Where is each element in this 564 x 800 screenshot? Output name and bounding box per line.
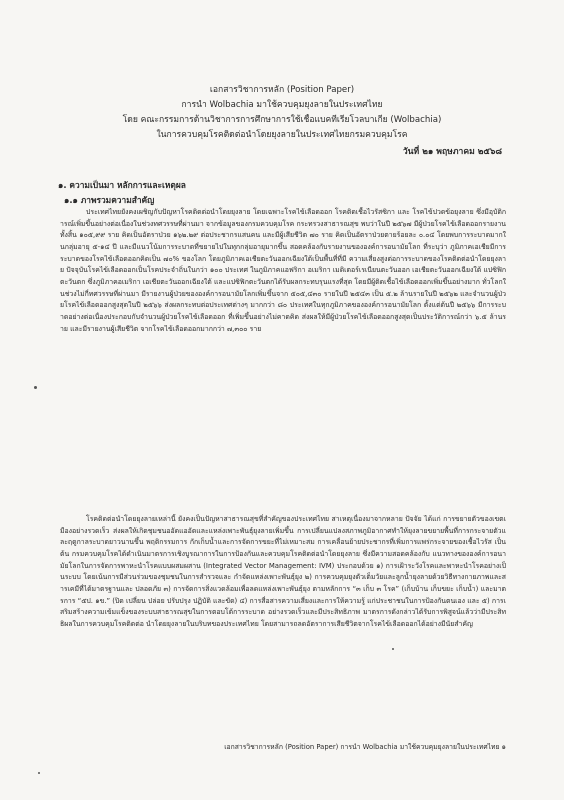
document-header-line-2: การนำ Wolbachia มาใช้ควบคุมยุงลายในประเทศไทย bbox=[181, 100, 383, 110]
paragraph-overview: ประเทศไทยยังคงเผชิญกับปัญหาโรคติดต่อนำโดยยุงลาย โดยเฉพาะโรคไข้เลือดออก โรคติดเชื้อไวรัสซิกา และ โรคไข้ปวดข้อยุงลาย ซึ่งมีอุบัติการณ์เพิ่มขึ้นอย่างต่อเนื่องในช่วงทศวรรษที่ผ่านมา จากข้อมูลของกรมควบคุมโรค กระทรวงสาธารณสุข พบว่าในปี ๒๕๖๗ มีผู้ป่วยโรคไข้เลือดออกรายงานทั้งสิ้น ๑๐๕,๙๙ ราย คิดเป็นอัตราป่วย ๑๖๒.๒๙ ต่อประชากรแสนคน และมีผู้เสียชีวิต ๗๐ ราย คิดเป็นอัตราป่วยตายร้อยละ ๐.๐๔ โดยพบการระบาดมากในกลุ่มอายุ ๕-๑๔ ปี และมีแนวโน้มการระบาดที่ขยายไปในทุกกลุ่มอายุมากขึ้น สอดคล้องกับรายงานขององค์การอนามัยโลก ที่ระบุว่า ภูมิภาคเอเชียมีการระบาดของโรคไข้เลือดออกคิดเป็น ๗๐% ของโลก โดยภูมิภาคเอเชียตะวันออกเฉียงใต้เป็นพื้นที่ที่มี ความเสี่ยงสูงต่อการระบาดของโรคติดต่อนำโดยยุงลาย ปัจจุบันโรคไข้เลือดออกเป็นโรคประจำถิ่นในกว่า ๑๐๐ ประเทศ ในภูมิภาคแอฟริกา อเมริกา เมดิเตอร์เรเนียนตะวันออก เอเชียตะวันออกเฉียงใต้ แปซิฟิกตะวันตก ซึ่งภูมิภาคอเมริกา เอเชียตะวันออกเฉียงใต้ และแปซิฟิกตะวันตกได้รับผลกระทบรุนแรงที่สุด โดยมีผู้ติดเชื้อไข้เลือดออกเพิ่มขึ้นอย่างมาก ทั่วโลกในช่วงไม่กี่ทศวรรษที่ผ่านมา มีรายงานผู้ป่วยขององค์การอนามัยโลกเพิ่มขึ้นจาก ๕๐๕,๔๓๐ รายในปี ๒๕๔๓ เป็น ๕.๒ ล้านรายในปี ๒๕๖๒ และจำนวนผู้ป่วยโรคไข้เลือดออกสูงสุดในปี ๒๕๖๖ ส่งผลกระทบต่อประเทศต่างๆ มากกว่า ๘๐ ประเทศในทุกภูมิภาคขององค์การอนามัยโลก ตั้งแต่ต้นปี ๒๕๖๖ มีการระบาดอย่างต่อเนื่องประกอบกับจำนวนผู้ป่วยโรคไข้เลือดออก ที่เพิ่มขึ้นอย่างไม่คาดคิด ส่งผลให้มีผู้ป่วยโรคไข้เลือดออกสูงสุดเป็นประวัติการณ์กว่า ๖.๕ ล้านราย และมีรายงานผู้เสียชีวิต จากโรคไข้เลือดออกมากกว่า ๗,๓๐๐ ราย bbox=[60, 208, 506, 333]
paragraph-control-measures: โรคติดต่อนำโดยยุงลายเหล่านี้ ยังคงเป็นปัญหาสาธารณสุขที่สำคัญของประเทศไทย สาเหตุเนื่องมาจากหลาย ปัจจัย ได้แก่ การขยายตัวของเขตเมืองอย่างรวดเร็ว ส่งผลให้เกิดชุมชนออัดแออัดและแหล่งเพาะพันธุ์ยุงลายเพิ่มขึ้น การเปลี่ยนแปลงสภาพภูมิอากาศทำให้ยุงลายขยายพื้นที่การกระจายตัวและฤดูกาลระบาดยาวนานขึ้น พฤติกรรมการ กักเก็บน้ำและการจัดการขยะที่ไม่เหมาะสม การเคลื่อนย้ายประชากรที่เพิ่มการแพร่กระจายของเชื้อไวรัส เป็นต้น กรมควบคุมโรคได้ดำเนินมาตรการเชิงบูรณาการในการป้องกันและควบคุมโรคติดต่อนำโดยยุงลาย ซึ่งมีความสอดคล้องกับ แนวทางขององค์การอนามัยโลกในการจัดการพาหะนำโรคแบบผสมผสาน (Integrated Vector Management: IVM) ประกอบด้วย ๑) การเฝ้าระวังโรคและพาหะนำโรคอย่างเป็นระบบ โดยเน้นการมีส่วนร่วมของชุมชนในการสำรวจและ กำจัดแหล่งเพาะพันธุ์ยุง ๒) การควบคุมยุงตัวเต็มวัยและลูกน้ำยุงลายด้วยวิธีทางกายภาพและสารเคมีที่ได้มาตรฐานและ ปลอดภัย ๓) การจัดการสิ่งแวดล้อมเพื่อลดแหล่งเพาะพันธุ์ยุง ตามหลักการ “๓ เก็บ ๓ โรค” (เก็บบ้าน เก็บขยะ เก็บน้ำ) และมาตรการ “๕ป. ๑ข.” (ปิด เปลี่ยน ปล่อย ปรับปรุง ปฏิบัติ และขัด) ๔) การสื่อสารความเสี่ยงและการให้ความรู้ แก่ประชาชนในการป้องกันตนเอง และ ๕) การเสริมสร้างความเข้มแข็งของระบบสาธารณสุขในการตอบโต้การระบาด อย่างรวดเร็วและมีประสิทธิภาพ มาตรการดังกล่าวได้รับการพิสูจน์แล้วว่ามีประสิทธิผลในการควบคุมโรคติดต่อ นำโดยยุงลายในบริบทของประเทศไทย โดยสามารถลดอัตราการเสียชีวิตจากโรคไข้เลือดออกได้อย่างมีนัยสำคัญ bbox=[60, 515, 506, 628]
section-1-heading: ๑. ความเป็นมา หลักการและเหตุผล bbox=[58, 180, 186, 190]
document-header-line-4: ในการควบคุมโรคติดต่อนำโดยยุงลายในประเทศไทยกรมควบคุมโรค bbox=[156, 130, 408, 140]
document-date: วันที่ ๒๑ พฤษภาคม ๒๕๖๘ bbox=[402, 147, 502, 157]
scan-speck bbox=[34, 386, 37, 389]
section-1-1-heading: ๑.๑ ภาพรวมความสำคัญ bbox=[64, 195, 155, 205]
scan-speck bbox=[38, 772, 40, 774]
document-header-line-3: โดย คณะกรรมการด้านวิชาการการศึกษาการใช้เชื้อแบคทีเรียโวลบาเกีย (Wolbachia) bbox=[122, 115, 442, 125]
page-footer: เอกสารวิชาการหลัก (Position Paper) การนำ Wolbachia มาใช้ควบคุมยุงลายในประเทศไทย ๑ bbox=[224, 743, 506, 751]
document-header-line-1: เอกสารวิชาการหลัก (Position Paper) bbox=[209, 85, 355, 95]
scan-speck bbox=[392, 648, 394, 650]
